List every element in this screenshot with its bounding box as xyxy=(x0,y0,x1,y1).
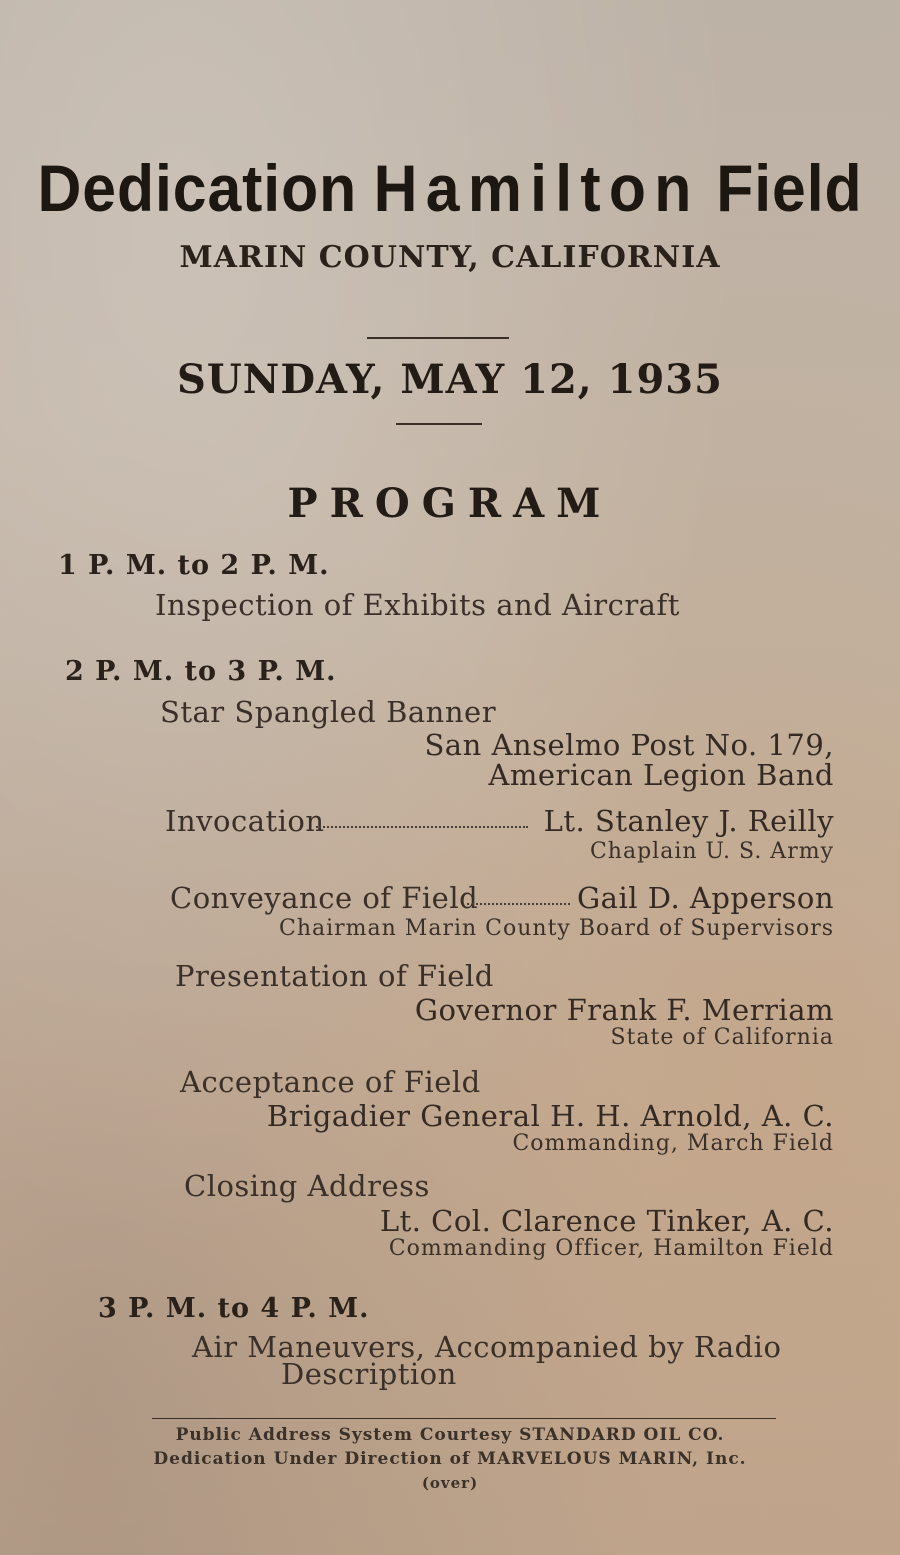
footer-line1: Public Address System Courtesy STANDARD OIL CO. xyxy=(175,1425,725,1445)
slot3-time: 3 P. M. to 4 P. M. xyxy=(98,1293,370,1324)
title-word-field: Field xyxy=(716,151,863,225)
acceptance-speaker-title: Commanding, March Field xyxy=(512,1131,834,1156)
slot3-event-line2: Description xyxy=(281,1357,457,1391)
banner-performer-line1: San Anselmo Post No. 179, xyxy=(424,728,834,762)
invocation-speaker-title: Chaplain U. S. Army xyxy=(589,839,834,864)
slot3-event-line1: Air Maneuvers, Accompanied by Radio xyxy=(192,1330,782,1364)
banner-performer-line2: American Legion Band xyxy=(488,758,834,792)
slot2-time: 2 P. M. to 3 P. M. xyxy=(65,656,337,687)
invocation-speaker: Lt. Stanley J. Reilly xyxy=(543,804,834,838)
acceptance-speaker: Brigadier General H. H. Arnold, A. C. xyxy=(266,1099,834,1133)
slot1-event: Inspection of Exhibits and Aircraft xyxy=(155,588,680,622)
presentation-speaker-title: State of California xyxy=(610,1025,834,1050)
closing-speaker-title: Commanding Officer, Hamilton Field xyxy=(388,1236,834,1261)
closing-item: Closing Address xyxy=(184,1169,430,1203)
slot1-time: 1 P. M. to 2 P. M. xyxy=(58,550,330,581)
conveyance-speaker: Gail D. Apperson xyxy=(577,881,834,915)
conveyance-speaker-title: Chairman Marin County Board of Supervisors xyxy=(278,916,834,941)
title-word-hamilton: Hamilton xyxy=(373,151,700,225)
banner-item: Star Spangled Banner xyxy=(160,695,497,729)
presentation-item: Presentation of Field xyxy=(175,959,494,993)
title-word-dedication: Dedication xyxy=(37,151,358,225)
divider-top xyxy=(367,337,509,339)
footer-over: (over) xyxy=(421,1474,479,1492)
acceptance-item: Acceptance of Field xyxy=(180,1065,481,1099)
event-date: SUNDAY, MAY 12, 1935 xyxy=(177,356,723,403)
page-subtitle: MARIN COUNTY, CALIFORNIA xyxy=(179,240,721,275)
conveyance-leader xyxy=(467,903,570,905)
invocation-leader xyxy=(316,826,528,828)
page-title xyxy=(36,150,864,226)
closing-speaker: Lt. Col. Clarence Tinker, A. C. xyxy=(379,1204,834,1238)
divider-bottom xyxy=(396,423,482,425)
footer-rule xyxy=(152,1418,776,1419)
footer-line2: Dedication Under Direction of MARVELOUS MARIN, Inc. xyxy=(153,1449,747,1469)
conveyance-item: Conveyance of Field xyxy=(170,881,479,915)
presentation-speaker: Governor Frank F. Merriam xyxy=(414,993,834,1027)
invocation-item: Invocation xyxy=(165,804,325,838)
program-heading: PROGRAM xyxy=(287,480,613,527)
